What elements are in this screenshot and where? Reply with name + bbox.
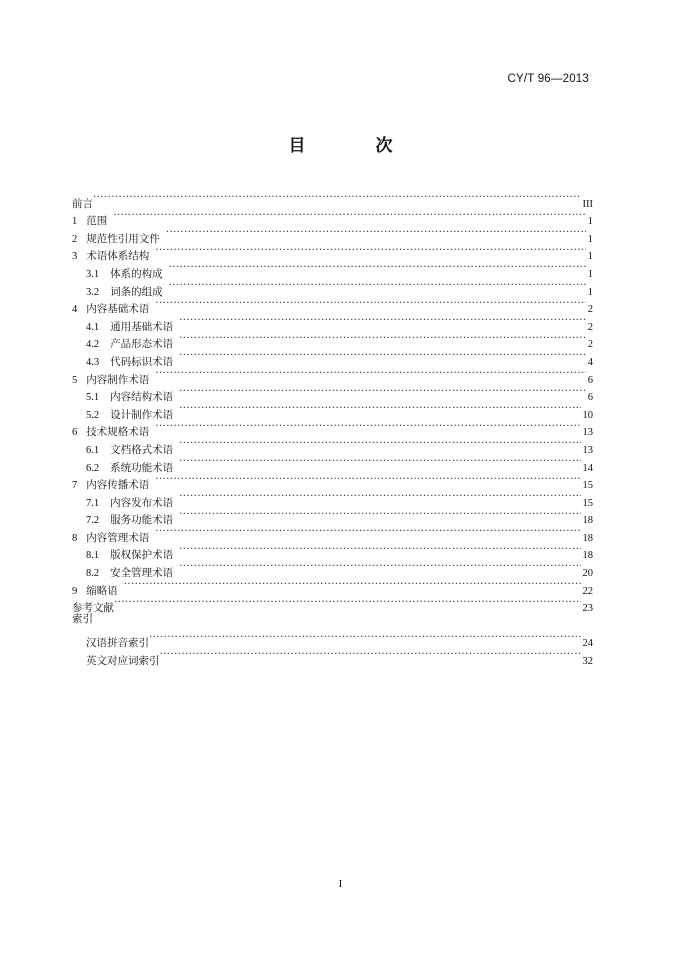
page-title	[0, 131, 681, 156]
toc-entry-page: 2	[587, 321, 593, 333]
toc-dot-leader	[179, 435, 580, 453]
toc-dot-leader	[169, 259, 586, 277]
toc-entry-label: 技术规格术语	[86, 426, 150, 439]
footer-page-number: I	[338, 878, 343, 890]
toc-dot-leader	[124, 576, 581, 594]
toc-entry-label: 代码标识术语	[110, 355, 174, 368]
toc-dot-leader	[179, 330, 586, 348]
toc-dot-leader	[179, 453, 580, 471]
toc-entry-number: 5.1	[86, 392, 100, 404]
toc-entry-page: III	[582, 198, 593, 210]
toc-entry-page: 13	[582, 444, 593, 456]
toc-entry[interactable]	[72, 541, 593, 562]
toc-dot-leader	[179, 506, 580, 524]
toc-dot-leader	[179, 347, 586, 365]
toc-entry-label: 参考文献	[72, 602, 114, 615]
toc-entry[interactable]	[72, 488, 593, 509]
toc-dot-leader	[149, 629, 581, 647]
toc-entry-page: 6	[587, 374, 593, 386]
toc-entry-number: 7.1	[86, 497, 100, 509]
toc-entry[interactable]	[72, 189, 593, 210]
toc-entry-number: 3.2	[86, 286, 100, 298]
toc-dot-leader	[179, 312, 586, 330]
toc-entry-label: 内容发布术语	[110, 496, 174, 509]
toc-entry-label: 汉语拼音索引	[86, 637, 149, 650]
toc-entry-label: 内容传播术语	[86, 479, 150, 492]
toc-dot-leader	[155, 523, 580, 541]
toc-entry-label: 版权保护术语	[110, 549, 174, 562]
toc-entry-label: 产品形态术语	[110, 338, 174, 351]
toc-entry-number: 7.2	[86, 515, 100, 527]
title-char-right: 次	[375, 136, 393, 156]
toc-entry-number: 4	[72, 304, 78, 316]
toc-entry-page: 20	[582, 568, 593, 580]
toc-entry-label: 词条的组成	[110, 285, 163, 298]
toc-entry-page: 15	[582, 497, 593, 509]
toc-dot-leader	[179, 488, 580, 506]
toc-entry-page: 1	[587, 216, 593, 228]
toc-dot-leader	[155, 242, 586, 260]
toc-entry-page: 14	[582, 462, 593, 474]
toc-dot-leader	[93, 189, 581, 207]
toc-entry-page: 18	[582, 550, 593, 562]
toc-entry-page: 22	[582, 585, 593, 597]
toc-entry-page: 18	[582, 532, 593, 544]
toc-dot-leader	[160, 646, 581, 664]
toc-entry[interactable]	[72, 611, 593, 629]
toc-entry-number: 6.2	[86, 462, 100, 474]
toc-entry-page: 1	[587, 233, 593, 245]
document-code: CY/T 96—2013	[507, 73, 589, 85]
toc-entry-label: 术语体系结构	[86, 250, 150, 263]
toc-dot-leader	[179, 541, 580, 559]
toc-entry[interactable]	[72, 594, 593, 615]
toc-entry-page: 1	[587, 251, 593, 263]
toc-entry-number: 5.2	[86, 409, 100, 421]
toc-dot-leader	[169, 277, 586, 295]
toc-entry-number: 6	[72, 427, 78, 439]
toc-dot-leader	[155, 418, 580, 436]
toc-entry-number: 4.2	[86, 339, 100, 351]
toc-entry-label: 内容管理术语	[86, 531, 150, 544]
toc-entry-page: 2	[587, 339, 593, 351]
toc-entry[interactable]	[72, 646, 593, 668]
toc-entry[interactable]	[72, 435, 593, 456]
toc-entry-number: 4.3	[86, 356, 100, 368]
toc-entry-number: 8.2	[86, 568, 100, 580]
toc-entry-page: 1	[587, 268, 593, 280]
toc-entry-page: 1	[587, 286, 593, 298]
toc-dot-leader	[179, 383, 586, 401]
toc-entry-label: 内容制作术语	[86, 373, 150, 386]
toc-entry-number: 5	[72, 374, 78, 386]
toc-dot-leader	[179, 400, 580, 418]
toc-entry-label: 范围	[86, 215, 108, 228]
toc-entry-number: 4.1	[86, 321, 100, 333]
toc-entry-label: 文档格式术语	[110, 443, 174, 456]
toc-entry-page: 6	[587, 392, 593, 404]
toc-entry-number: 8	[72, 532, 78, 544]
toc-entry-number: 8.1	[86, 550, 100, 562]
toc-entry-page: 23	[582, 603, 593, 615]
toc-dot-leader	[166, 224, 586, 242]
toc-entry-label: 体系的构成	[110, 267, 163, 280]
toc-entry-number: 6.1	[86, 444, 100, 456]
toc-entry-number: 1	[72, 216, 78, 228]
toc-entry[interactable]	[72, 629, 593, 650]
toc-entry-page: 15	[582, 480, 593, 492]
toc-entry-label: 规范性引用文件	[86, 232, 160, 245]
toc-entry[interactable]	[72, 312, 593, 333]
toc-entry-number: 9	[72, 585, 78, 597]
toc-entry-label: 前言	[72, 197, 93, 210]
toc-entry-label: 系统功能术语	[110, 461, 174, 474]
toc-entry[interactable]	[72, 576, 593, 597]
toc-entry[interactable]	[72, 259, 593, 280]
toc-entry-page: 2	[587, 304, 593, 316]
toc-entry-label: 缩略语	[86, 584, 118, 597]
toc-entry-number: 7	[72, 480, 78, 492]
table-of-contents	[72, 189, 593, 668]
toc-entry-number: 3.1	[86, 268, 100, 280]
toc-entry-page: 18	[582, 515, 593, 527]
toc-dot-leader	[179, 558, 580, 576]
toc-entry-page: 13	[582, 427, 593, 439]
toc-entry[interactable]	[72, 224, 593, 245]
toc-entry-page: 24	[582, 638, 593, 650]
toc-entry-label: 安全管理术语	[110, 567, 174, 580]
toc-entry-label: 内容结构术语	[110, 391, 174, 404]
toc-entry-page: 10	[582, 409, 593, 421]
toc-entry-label: 索引	[72, 613, 93, 626]
toc-entry-page: 4	[587, 356, 593, 368]
toc-dot-leader	[155, 471, 580, 489]
title-char-left: 目	[288, 136, 306, 156]
toc-entry-number: 3	[72, 251, 78, 263]
toc-dot-leader	[155, 295, 586, 313]
toc-entry-label: 英文对应词索引	[86, 655, 160, 668]
toc-entry-label: 通用基础术语	[110, 320, 174, 333]
toc-entry-label: 服务功能术语	[110, 514, 174, 527]
toc-entry-page: 32	[582, 656, 593, 668]
toc-entry-number: 2	[72, 233, 78, 245]
toc-dot-leader	[155, 365, 586, 383]
toc-entry-label: 设计制作术语	[110, 408, 174, 421]
toc-entry-label: 内容基础术语	[86, 303, 150, 316]
toc-dot-leader	[113, 207, 586, 225]
toc-entry[interactable]	[72, 207, 593, 228]
toc-entry[interactable]	[72, 383, 593, 404]
toc-dot-leader	[114, 594, 581, 612]
